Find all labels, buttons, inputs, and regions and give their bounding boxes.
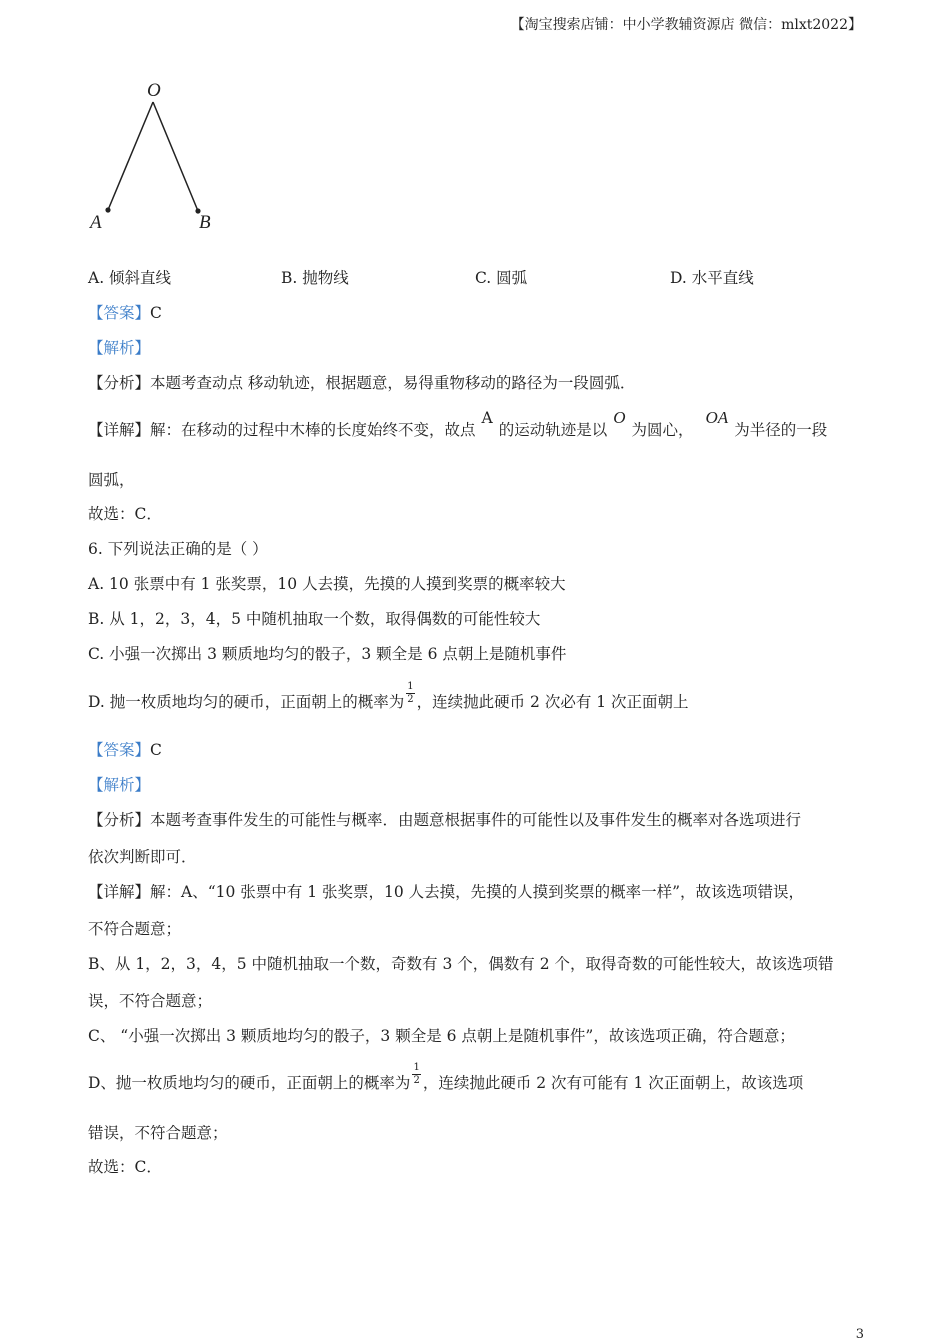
q5-fenxi: 【分析】本题考查动点 移动轨迹，根据题意，易得重物移动的路径为一段圆弧． bbox=[88, 374, 636, 392]
q5-option-a: A. 倾斜直线 bbox=[88, 269, 172, 287]
q6-answer: 【答案】C bbox=[88, 741, 162, 759]
q6-fenxi-1: 【分析】本题考查事件发生的可能性与概率．由题意根据事件的可能性以及事件发生的概率对各选项进行 bbox=[88, 811, 802, 829]
q6-option-d: D. 抛一枚质地均匀的硬币，正面朝上的概率为 $\frac{1}{2}$ ，连续抛此硬币 2 次必有 1 次正面朝上 bbox=[88, 680, 689, 711]
q5-analysis-tag: 【解析】 bbox=[88, 339, 151, 357]
pendulum-figure bbox=[80, 70, 230, 240]
var-a: A bbox=[481, 409, 493, 427]
fraction-half: $\frac{1}{2}$ bbox=[407, 680, 414, 705]
var-oa: OA bbox=[705, 408, 729, 427]
q6-detail-a-1: 【详解】解：A、“10 张票中有 1 张奖票，10 人去摸，先摸的人摸到奖票的概率一样”，故该选项错误， bbox=[88, 883, 805, 901]
q6-guxuan: 故选：C． bbox=[88, 1158, 162, 1176]
q6-detail-c: C、 “小强一次掷出 3 颗质地均匀的骰子，3 颗全是 6 点朝上是随机事件”，故该选项正确，符合题意； bbox=[88, 1027, 795, 1045]
q5-guxuan: 故选：C． bbox=[88, 505, 162, 523]
segment-oa bbox=[108, 102, 153, 210]
q5-answer: 【答案】C bbox=[88, 304, 162, 322]
label-a: A bbox=[90, 212, 102, 233]
q5-xiangjie-cont: 圆弧， bbox=[88, 471, 135, 489]
label-o: O bbox=[147, 80, 161, 101]
q6-analysis-tag: 【解析】 bbox=[88, 776, 151, 794]
q6-detail-a-2: 不符合题意； bbox=[88, 920, 182, 938]
page-header-note: 【淘宝搜索店铺：中小学教辅资源店 微信：mlxt2022】 bbox=[510, 17, 862, 33]
page-number: 3 bbox=[855, 1327, 864, 1342]
q5-option-d: D. 水平直线 bbox=[670, 269, 754, 287]
segment-ob bbox=[153, 102, 198, 211]
q5-option-c: C. 圆弧 bbox=[475, 269, 528, 287]
q6-option-c: C. 小强一次掷出 3 颗质地均匀的骰子，3 颗全是 6 点朝上是随机事件 bbox=[88, 645, 567, 663]
q6-detail-d-2: 错误，不符合题意； bbox=[88, 1124, 228, 1142]
q5-xiangjie: 【详解】解：在移动的过程中木棒的长度始终不变，故点A的运动轨迹是以O为圆心，OA为半径的一段 bbox=[88, 408, 828, 439]
q6-stem: 6. 下列说法正确的是（ ） bbox=[88, 540, 268, 558]
fraction-half-2: $\frac{1}{2}$ bbox=[413, 1061, 420, 1086]
q6-option-b: B. 从 1，2，3，4，5 中随机抽取一个数，取得偶数的可能性较大 bbox=[88, 610, 541, 628]
point-a bbox=[105, 207, 110, 212]
q6-fenxi-2: 依次判断即可． bbox=[88, 848, 197, 866]
q6-detail-b-1: B、从 1，2，3，4，5 中随机抽取一个数，奇数有 3 个，偶数有 2 个，取得奇数的可能性较大，故该选项错 bbox=[88, 955, 834, 973]
var-o: O bbox=[613, 408, 626, 427]
label-b: B bbox=[199, 212, 211, 233]
q6-detail-b-2: 误，不符合题意； bbox=[88, 992, 213, 1010]
q5-option-b: B. 抛物线 bbox=[281, 269, 349, 287]
q6-option-a: A. 10 张票中有 1 张奖票，10 人去摸，先摸的人摸到奖票的概率较大 bbox=[88, 575, 566, 593]
q6-detail-d-1: D、抛一枚质地均匀的硬币，正面朝上的概率为 $\frac{1}{2}$ ，连续抛此硬币 2 次有可能有 1 次正面朝上，故该选项 bbox=[88, 1061, 804, 1092]
